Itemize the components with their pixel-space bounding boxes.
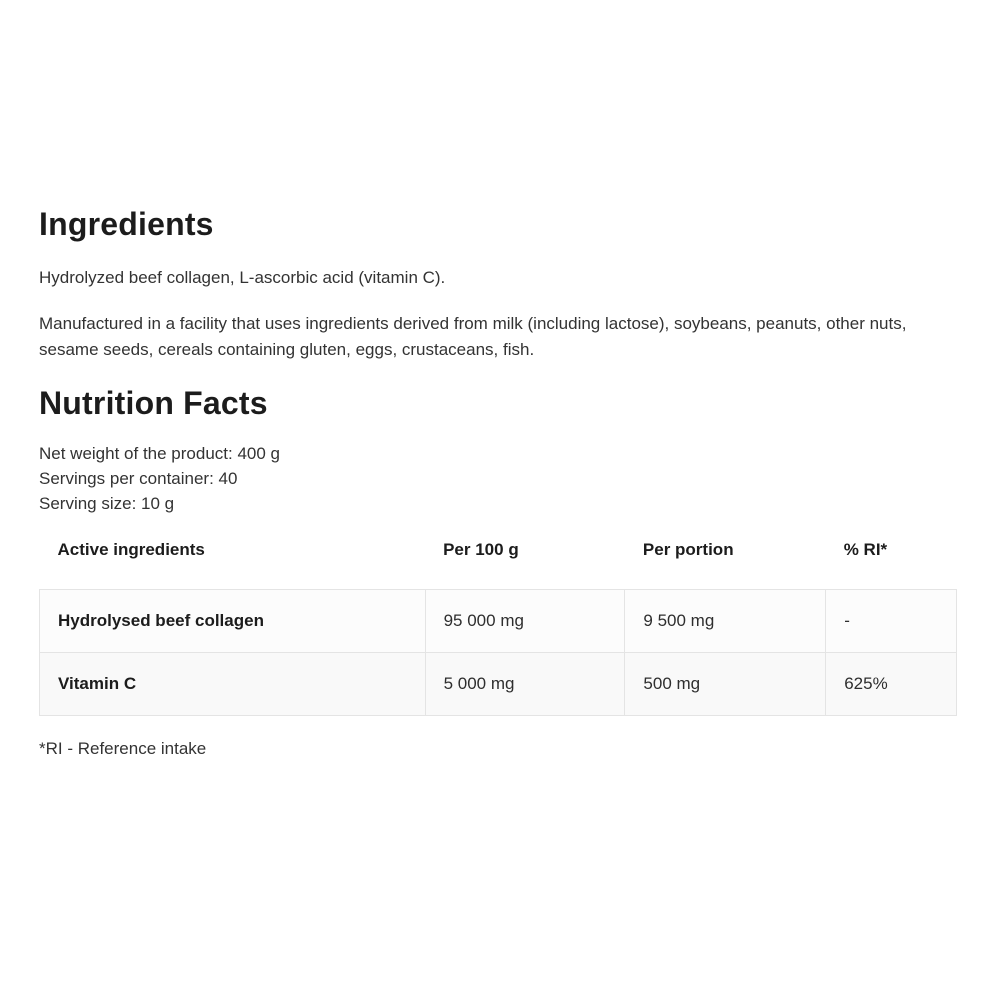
table-row: [40, 589, 957, 652]
active-ingredients-table: [39, 540, 957, 716]
reference-intake-footnote: *RI - Reference intake: [39, 738, 207, 758]
per-portion-cell: 9 500 mg: [625, 589, 826, 652]
serving-size-line: Serving size: 10 g: [39, 493, 175, 513]
col-header-ri-percent: % RI*: [843, 539, 888, 559]
ri-percent-cell: 625%: [826, 652, 957, 715]
per-100g-cell: 5 000 mg: [425, 652, 625, 715]
nutrition-facts-heading: Nutrition Facts: [39, 385, 268, 422]
servings-per-container-line: Servings per container: 40: [39, 468, 238, 488]
composition-text: Hydrolyzed beef collagen, L-ascorbic acid (vitamin C).: [39, 268, 446, 288]
ingredients-heading: Ingredients: [39, 206, 214, 242]
table-header-row: [40, 540, 957, 590]
per-portion-cell: 500 mg: [625, 652, 826, 715]
allergen-notice-text: Manufactured in a facility that uses ingredients derived from milk (including lactose), soybeans, peanuts, other nuts, sesame seeds, cereals containing gluten, eggs, crustaceans, fish.: [39, 314, 907, 360]
ri-percent-cell: -: [826, 589, 957, 652]
col-header-active-ingredients: Active ingredients: [57, 539, 205, 559]
ingredient-name-cell: Hydrolysed beef collagen: [40, 589, 426, 652]
col-header-per-portion: Per portion: [642, 539, 734, 559]
ingredient-name-cell: Vitamin C: [40, 652, 426, 715]
net-weight-line: Net weight of the product: 400 g: [39, 443, 280, 463]
per-100g-cell: 95 000 mg: [425, 589, 625, 652]
serving-info: [39, 441, 957, 516]
col-header-per-100g: Per 100 g: [443, 539, 519, 559]
table-row: [40, 652, 957, 715]
